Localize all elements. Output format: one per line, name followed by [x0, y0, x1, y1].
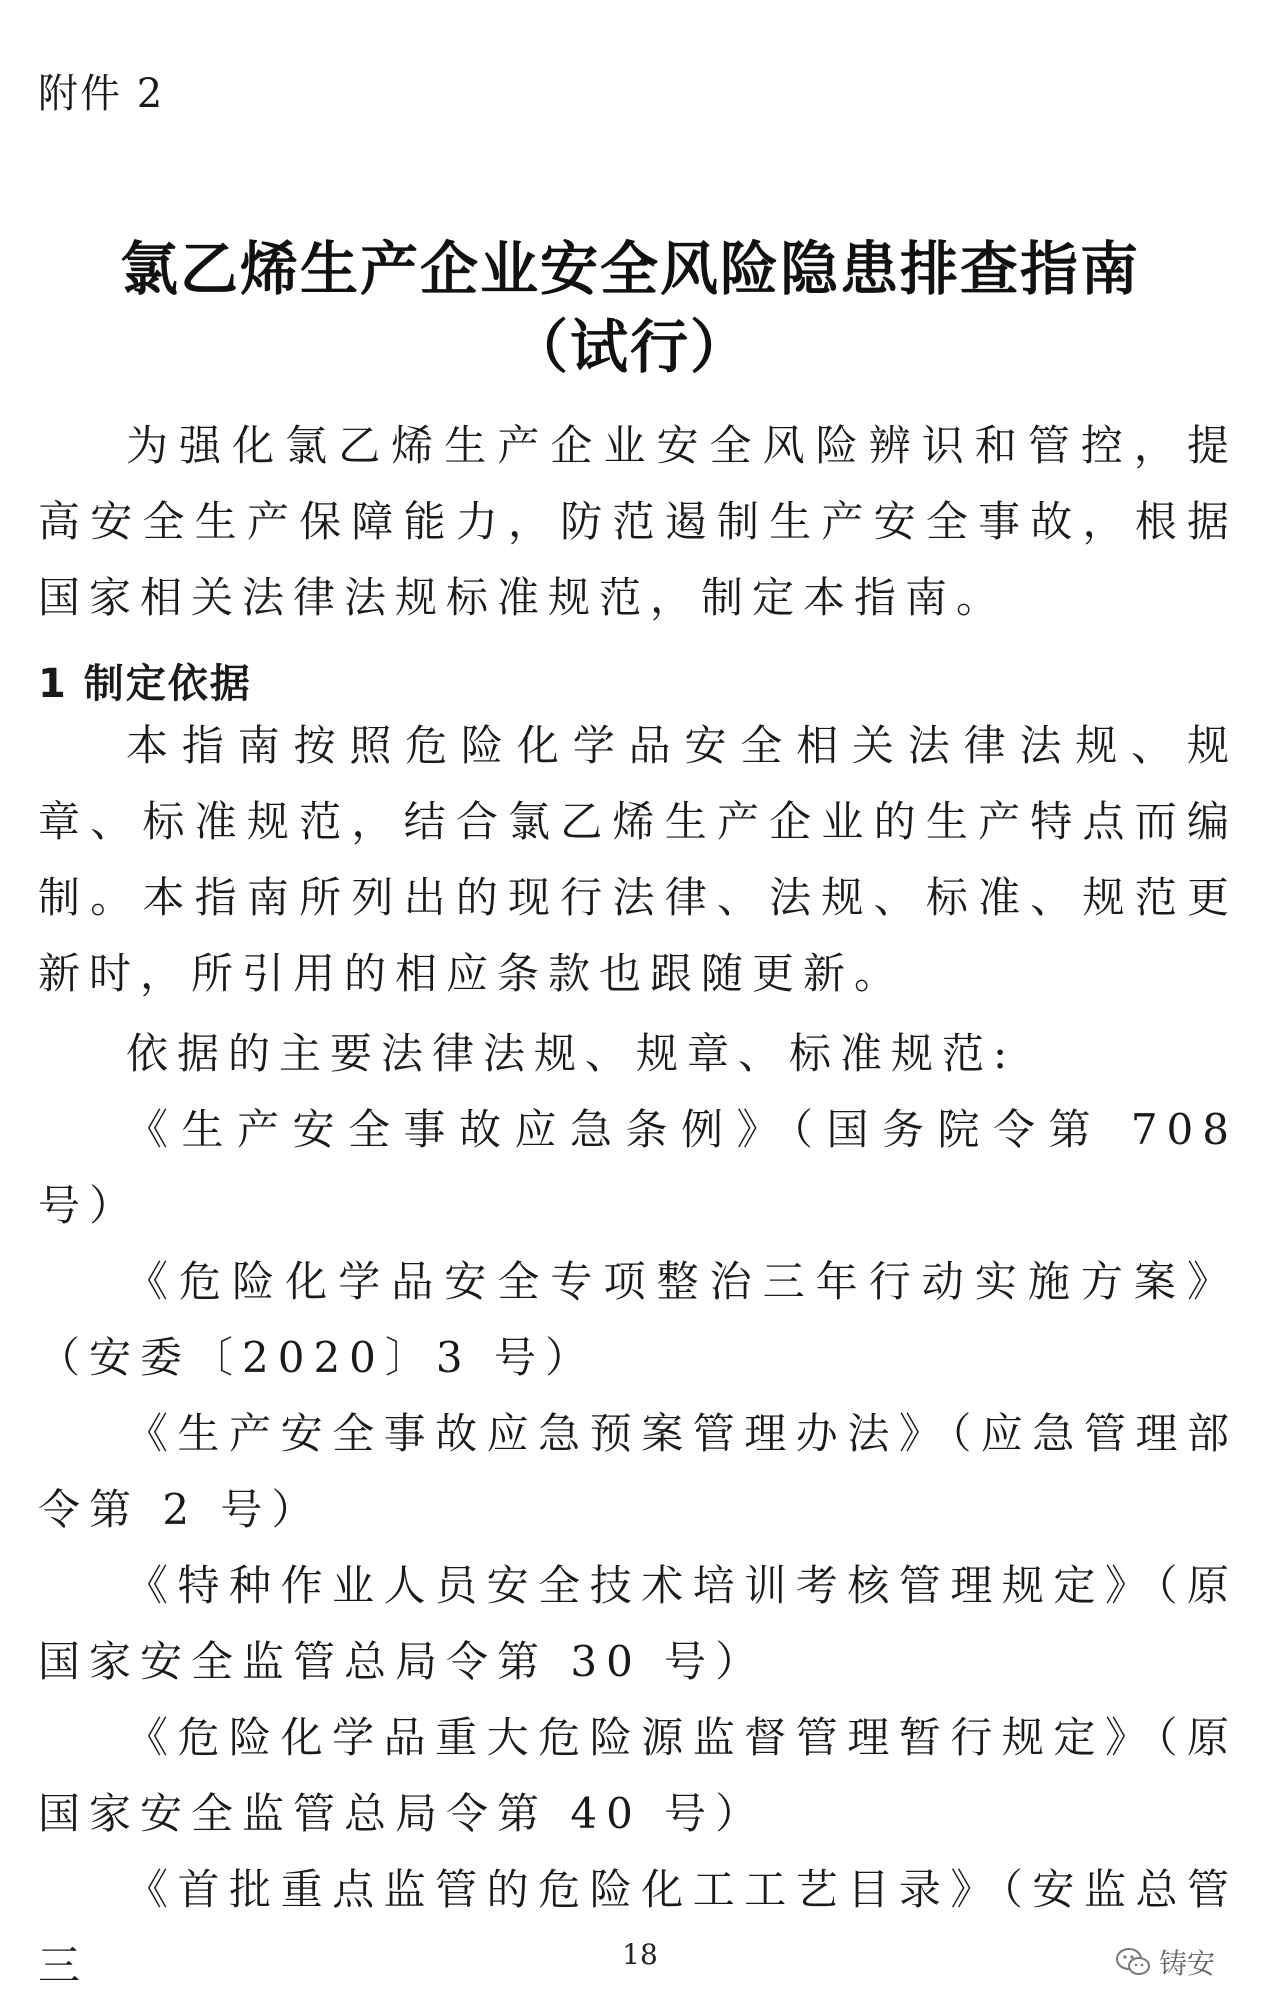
watermark	[1115, 1942, 1215, 1982]
wechat-icon	[1115, 1947, 1151, 1977]
document-subtitle: （试行）	[509, 313, 750, 381]
reference-item: 《生产安全事故应急条例》（国务院令第 708 号）	[38, 1105, 1238, 1230]
reference-item: 《危险化学品重大危险源监督管理暂行规定》（原国家安全监管总局令第 40 号）	[38, 1713, 1238, 1838]
page-number: 18	[622, 1938, 658, 1971]
reference-item: 《首批重点监管的危险化工工艺目录》（安监总管三	[38, 1865, 1238, 1990]
basis-paragraph: 本指南按照危险化学品安全相关法律法规、规章、标准规范，结合氯乙烯生产企业的生产特点而编制。本指南所列出的现行法律、法规、标准、规范更新时，所引用的相应条款也跟随更新。	[38, 721, 1238, 998]
reference-list	[38, 1092, 1238, 2004]
watermark-text: 铸安	[1159, 1947, 1216, 1980]
basis-list-intro: 依据的主要法律法规、规章、标准规范:	[126, 1029, 1017, 1078]
reference-item: 《危险化学品安全专项整治三年行动实施方案》（安委〔2020〕3 号）	[38, 1257, 1238, 1382]
document-title: 氯乙烯生产企业安全风险隐患排查指南	[119, 235, 1140, 303]
reference-item: 《特种作业人员安全技术培训考核管理规定》（原国家安全监管总局令第 30 号）	[38, 1561, 1238, 1686]
intro-paragraph: 为强化氯乙烯生产企业安全风险辨识和管控，提高安全生产保障能力，防范遏制生产安全事故，根据国家相关法律法规标准规范，制定本指南。	[38, 421, 1238, 622]
attachment-label: 附件 2	[38, 71, 165, 117]
reference-item: 《生产安全事故应急预案管理办法》（应急管理部令第 2 号）	[38, 1409, 1238, 1534]
section-heading: 1 制定依据	[38, 661, 252, 707]
